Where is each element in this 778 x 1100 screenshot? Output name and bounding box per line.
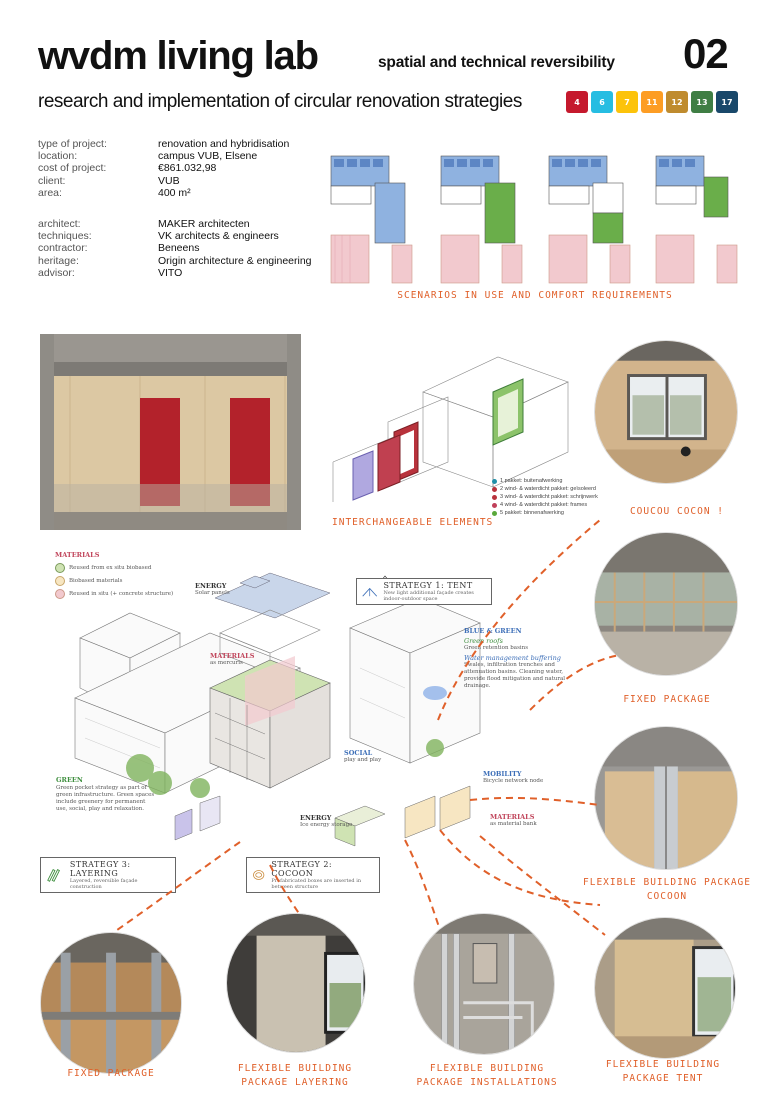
info-row: [38, 187, 289, 199]
sdg-badge: 7: [616, 91, 638, 113]
info-value: VUB: [158, 174, 180, 187]
info-row: [38, 230, 312, 242]
fixed-right-caption: FIXED PACKAGE: [623, 694, 711, 705]
info-key: cost of project:: [38, 162, 107, 175]
legend-dot: [492, 487, 497, 492]
materials-mid-sub: as mercuris: [210, 660, 243, 666]
sdg-badge: 13: [691, 91, 713, 113]
flexible-layering-photo: [226, 913, 366, 1053]
materials-legend-title: MATERIALS: [55, 551, 100, 559]
page-tagline: research and implementation of circular renovation strategies: [38, 91, 522, 112]
page-title: wvdm living lab: [38, 34, 318, 78]
legend-text: 4 wind- & waterdicht pakket: frames: [500, 502, 588, 508]
scenario-plan-2: [440, 155, 524, 285]
info-key: area:: [38, 186, 62, 199]
flexible-cocoon-photo: [594, 726, 738, 870]
info-row: [38, 267, 312, 279]
energy-bottom-sub: Ice energy storage: [300, 822, 353, 828]
layering-icon: [46, 867, 64, 883]
legend-item: [492, 509, 598, 517]
scenario-plan-1: [330, 155, 414, 285]
flexible-installations-photo: [413, 913, 555, 1055]
info-key: location:: [38, 150, 78, 163]
energy-top-sub: Solar panels: [195, 590, 230, 596]
project-info: [38, 138, 289, 199]
info-value: Origin architecture & engineering: [158, 254, 312, 267]
legend-item: [492, 493, 598, 501]
cocoon-icon: [252, 867, 265, 883]
info-value: VITO: [158, 266, 183, 279]
materials-bank-sub: as material bank: [490, 821, 537, 827]
info-value: 400 m²: [158, 186, 191, 199]
social-sub: play and play: [344, 757, 382, 763]
info-value: renovation and hybridisation: [158, 138, 290, 150]
legend-text: 5 pakket: binnenafwerking: [500, 510, 564, 516]
legend-swatch: [55, 589, 65, 599]
scenario-plan-3: [548, 155, 632, 285]
team-info: [38, 218, 312, 279]
strategy-2-desc: Prefabricated boxes are inserted in between structure: [271, 878, 362, 890]
mobility-sub: Bicycle network node: [483, 778, 544, 784]
materials-item: Reused from ex situ biobased: [69, 564, 152, 571]
fixed-package-photo-right: [594, 532, 738, 676]
scenarios-caption: SCENARIOS IN USE AND COMFORT REQUIREMENTS: [397, 290, 673, 301]
legend-dot: [492, 503, 497, 508]
sdg-badges: [566, 91, 738, 113]
strategy-3-desc: Layered, reversible façade construction: [69, 878, 138, 890]
interchangeable-caption: INTERCHANGEABLE ELEMENTS: [332, 517, 494, 528]
strategy-1-box: [356, 578, 492, 605]
green-label: GREEN: [56, 776, 83, 784]
element-legend: [492, 477, 598, 517]
strategy-2-title: STRATEGY 2: COCOON: [271, 860, 333, 878]
energy-bottom-label: ENERGY: [300, 814, 332, 822]
info-row: [38, 175, 289, 187]
info-key: heritage:: [38, 254, 79, 267]
flex-layering-caption: FLEXIBLE BUILDING PACKAGE LAYERING: [237, 1063, 353, 1088]
flex-tent-caption: FLEXIBLE BUILDING PACKAGE TENT: [605, 1059, 721, 1084]
page-subtitle: spatial and technical reversibility: [378, 54, 615, 71]
sdg-badge: 17: [716, 91, 738, 113]
materials-item: Biobased materials: [69, 577, 123, 584]
strategy-1-desc: New light additional façade creates indoor-outdoor space: [383, 590, 474, 602]
green-roofs-label: Green roofs: [464, 637, 503, 645]
legend-dot: [492, 511, 497, 516]
flexible-tent-photo: [594, 917, 736, 1059]
info-value: VK architects & engineers: [158, 230, 279, 243]
info-value: €861.032,98: [158, 162, 217, 175]
legend-dot: [492, 479, 497, 484]
corridor-photo: [40, 334, 301, 530]
flex-installations-caption: FLEXIBLE BUILDING PACKAGE INSTALLATIONS: [416, 1063, 558, 1088]
info-row: [38, 255, 312, 267]
coucou-cocon-photo: [594, 340, 738, 484]
info-key: type of project:: [38, 138, 107, 150]
info-row: [38, 218, 312, 230]
tent-icon: [362, 584, 377, 600]
sdg-badge: 4: [566, 91, 588, 113]
info-key: contractor:: [38, 242, 88, 255]
strategy-3-box: [40, 857, 176, 893]
social-label: SOCIAL: [344, 749, 373, 757]
info-row: [38, 242, 312, 254]
sdg-badge: 12: [666, 91, 688, 113]
info-value: Beneens: [158, 242, 200, 255]
legend-dot: [492, 495, 497, 500]
legend-text: 3 wind- & waterdicht pakket: schrijnwerk: [500, 494, 598, 500]
legend-item: [492, 485, 598, 493]
materials-legend: [55, 563, 173, 599]
info-row: [38, 150, 289, 162]
fixed-bottom-caption: FIXED PACKAGE: [67, 1068, 155, 1079]
sdg-badge: 11: [641, 91, 663, 113]
legend-text: 1 pakket: buitenafwerking: [500, 478, 563, 484]
water-mgmt-label: Water management buffering: [464, 654, 561, 662]
info-key: advisor:: [38, 266, 75, 279]
blue-green-label: BLUE & GREEN: [464, 627, 522, 635]
scenario-plan-4: [655, 155, 739, 285]
info-value: campus VUB, Elsene: [158, 150, 258, 163]
legend-item: [492, 501, 598, 509]
coucou-caption: COUCOU COCON !: [629, 506, 725, 517]
materials-mid-label: MATERIALS: [210, 652, 255, 660]
fixed-package-photo-bottom: [40, 932, 182, 1074]
legend-text: 2 wind- & waterdicht pakket: geïsoleerd: [500, 486, 596, 492]
legend-swatch: [55, 576, 65, 586]
legend-item: [492, 477, 598, 485]
sdg-badge: 6: [591, 91, 613, 113]
energy-top-label: ENERGY: [195, 582, 227, 590]
info-row: [38, 162, 289, 174]
strategy-3-title: STRATEGY 3: LAYERING: [69, 860, 131, 878]
info-key: techniques:: [38, 230, 92, 243]
info-key: architect:: [38, 218, 81, 230]
green-sub: Green pocket strategy as part of green infrastructure. Green spaces include greenery for permanent use, social, play and relaxation.: [56, 785, 155, 812]
info-row: [38, 138, 289, 150]
strategy-1-title: STRATEGY 1: TENT: [383, 581, 473, 590]
water-mgmt-sub: Swales, infiltration trenches and attenuation basins. Cleaning water, provide flood mitigation and natural drainage.: [464, 662, 566, 689]
strategy-2-box: [246, 857, 380, 893]
legend-swatch: [55, 563, 65, 573]
materials-item: Reused in situ (+ concrete structure): [69, 590, 174, 597]
info-key: client:: [38, 174, 66, 187]
materials-bank-label: MATERIALS: [490, 813, 535, 821]
flex-cocoon-caption: FLEXIBLE BUILDING PACKAGE COCOON: [583, 877, 751, 902]
axonometric-diagram: [40, 548, 580, 898]
page-number: 02: [683, 30, 728, 77]
info-value: MAKER architecten: [158, 218, 250, 230]
mobility-label: MOBILITY: [483, 770, 522, 778]
green-roofs-sub: Green retention basins: [464, 645, 529, 651]
